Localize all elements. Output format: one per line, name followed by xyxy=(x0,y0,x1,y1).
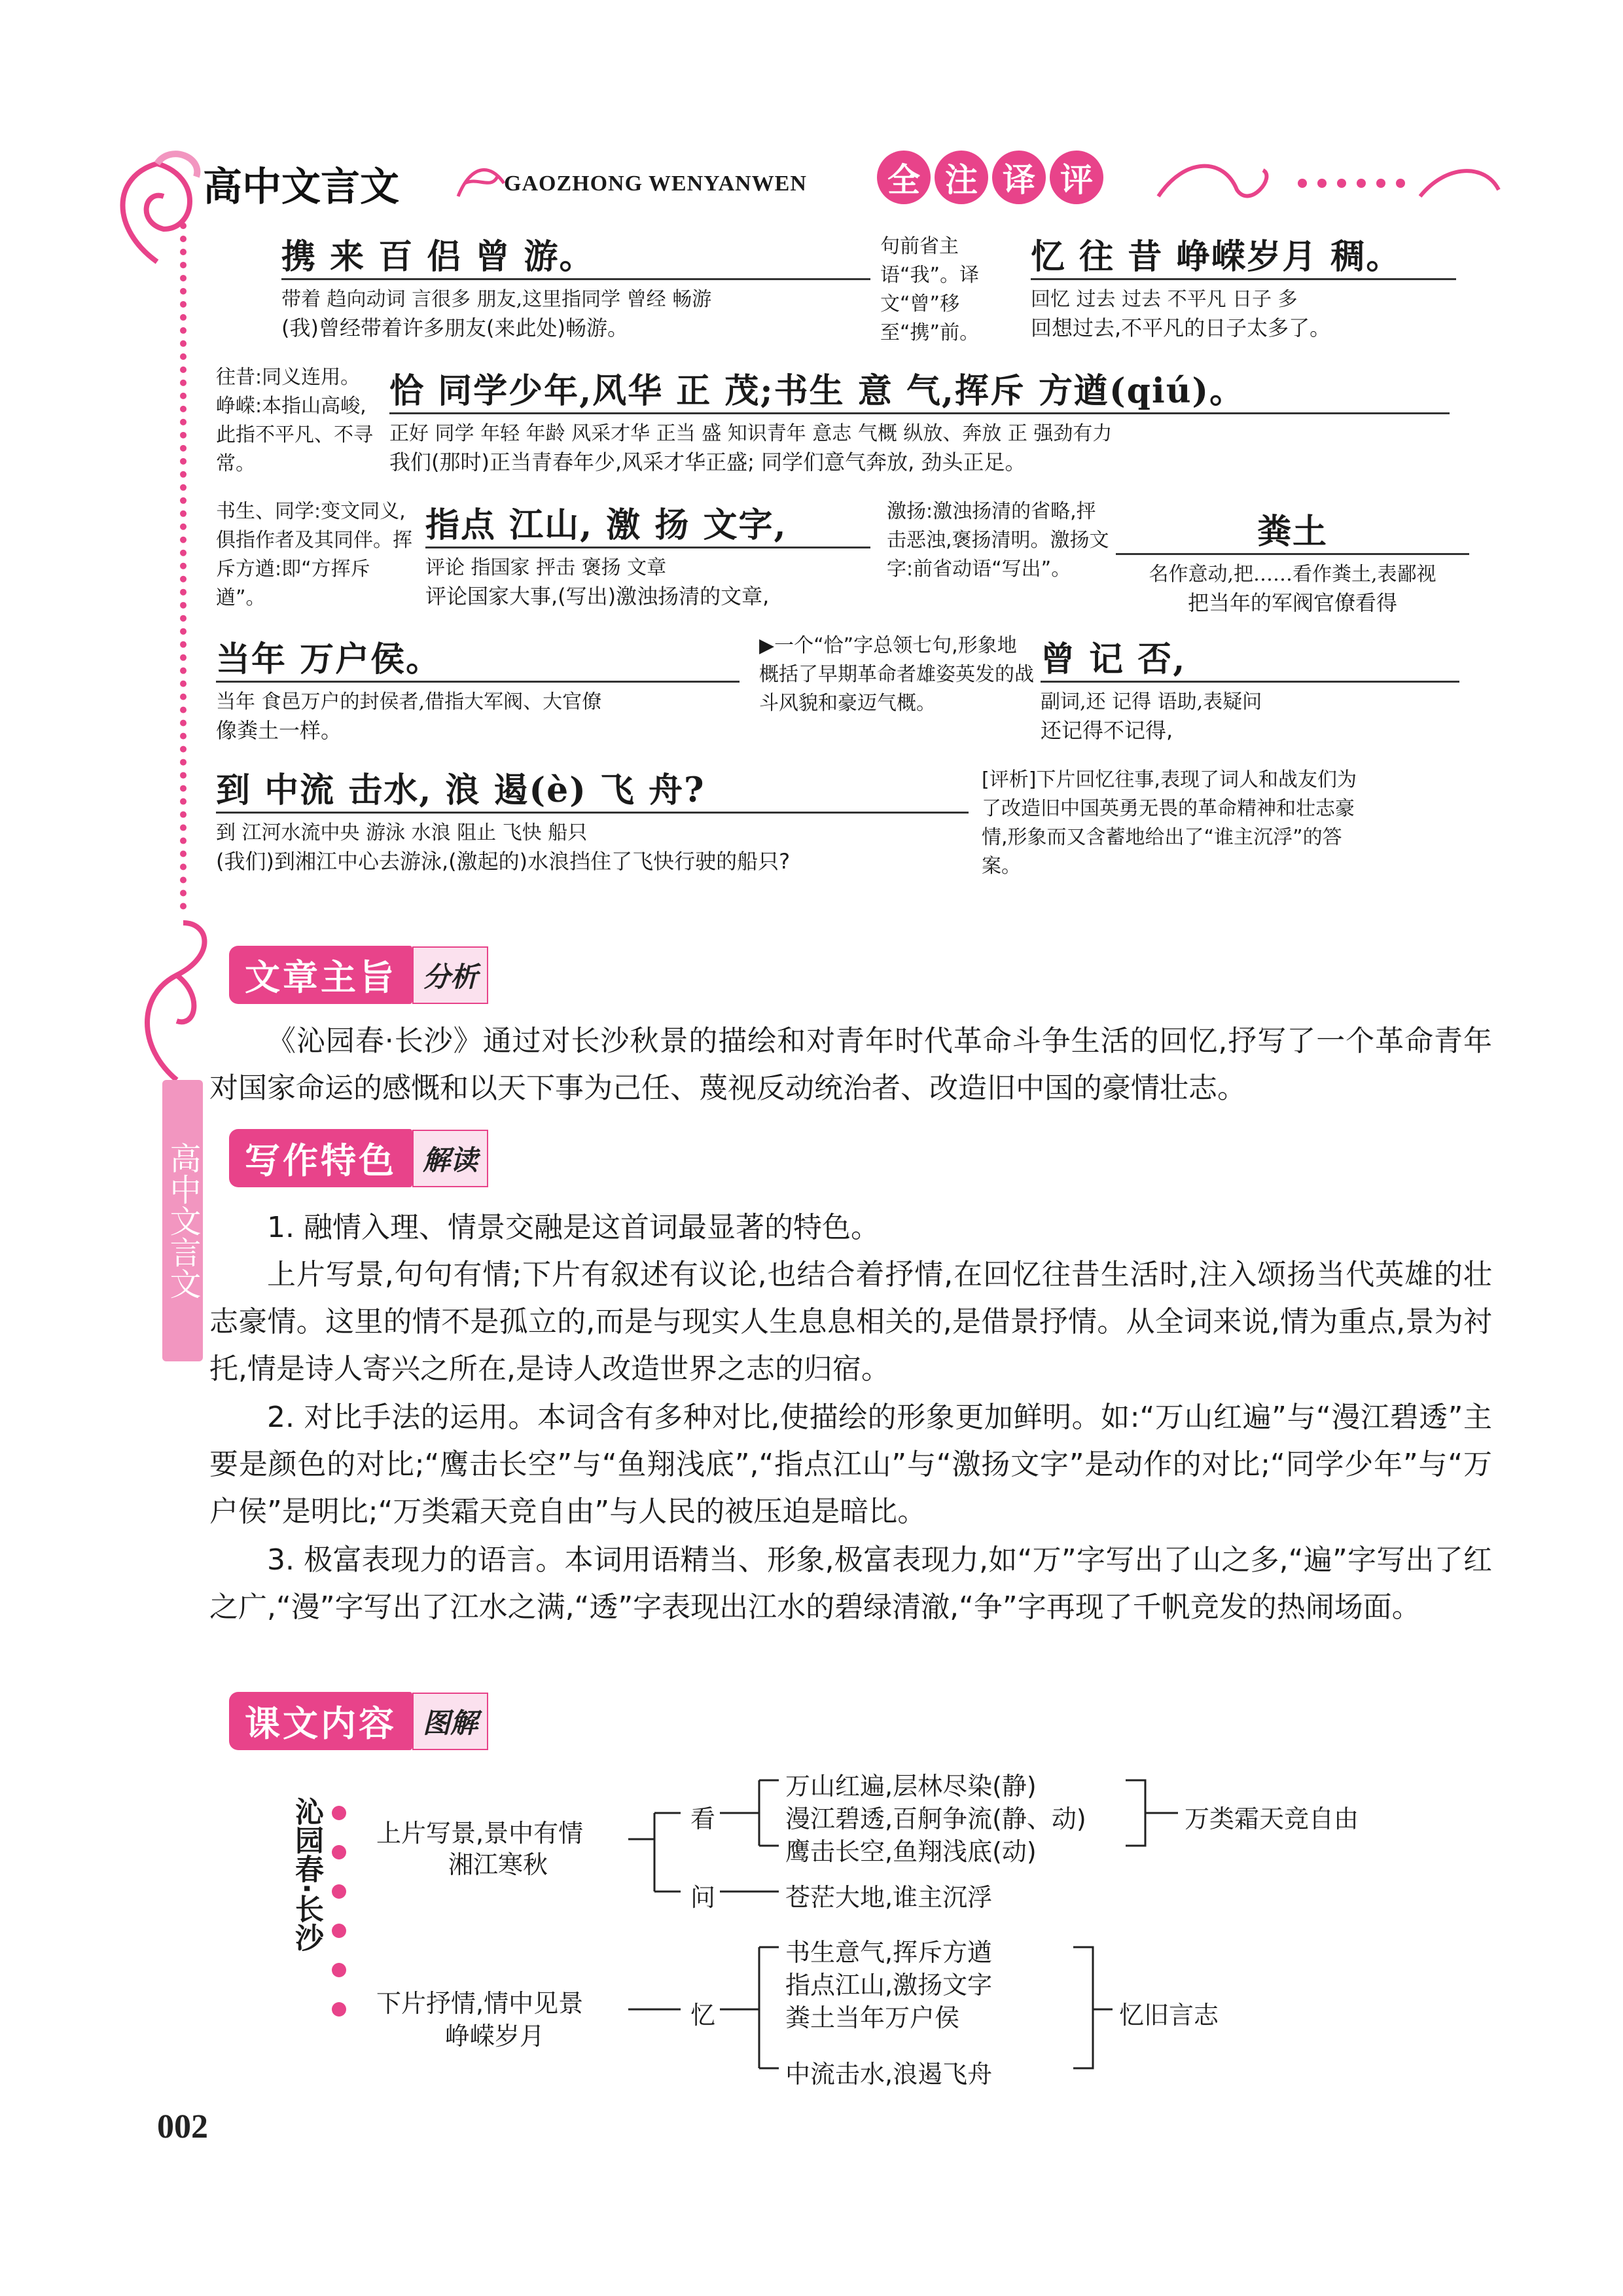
side-tab: 高中文言文 xyxy=(162,1080,203,1361)
row3-trans2: 把当年的军阀官僚看得 xyxy=(1187,590,1397,615)
page-header xyxy=(203,151,1512,223)
row4-trans2: 还记得不记得, xyxy=(1041,718,1173,743)
row3-verse: 指点 江山, 激 扬 文字, xyxy=(425,505,787,545)
row3-main xyxy=(425,497,870,610)
ornament-right-icon xyxy=(1145,151,1512,216)
badge-2: 注 xyxy=(935,151,988,204)
ornament-icon xyxy=(452,157,510,209)
badge-group xyxy=(877,151,1103,204)
book-pinyin: GAOZHONG WENYANWEN xyxy=(504,171,807,196)
section-content-title xyxy=(229,1692,488,1750)
diagram-yi: 忆 xyxy=(690,2001,716,2030)
diagram-kan: 看 xyxy=(690,1804,716,1833)
features-p2: 上片写景,句句有情;下片有叙述有议论,也结合着抒情,在回忆往昔生活时,注入颂扬当代英雄的壮志豪情。这里的情不是孤立的,而是与现实人生息息相关的,是借景抒情。从全词来说,情为重点,景为衬托,情是诗人寄兴之所在,是诗人改造世界之志的归宿。 xyxy=(209,1258,1492,1386)
row1-note: 句前省主语“我”。译文“曾”移至“携”前。 xyxy=(880,235,980,344)
row2-gloss: 正好 同学 年轻 年龄 风采才华 正当 盛 知识青年 意志 气概 纵放、奔放 正 强劲有力 xyxy=(389,412,1450,446)
row5-trans: (我们)到湘江中心去游泳,(激起的)水浪挡住了飞快行驶的船只? xyxy=(216,849,791,874)
row4-gloss: 当年 食邑万户的封侯者,借指大军阀、大官僚 xyxy=(216,681,740,714)
section-summary-main: 文章主旨 xyxy=(229,946,412,1004)
row1-trans2: 回想过去,不平凡的日子太多了。 xyxy=(1031,315,1331,340)
diagram-kan-1: 万山红遍,层林尽染(静) xyxy=(785,1772,1037,1801)
page-number: 002 xyxy=(157,2108,208,2145)
content-diagram xyxy=(262,1761,1505,2101)
row2-note: 往昔:同义连用。峥嵘:本指山高峻,此指不平凡、不寻常。 xyxy=(216,366,373,475)
diagram-upper-sub: 湘江寒秋 xyxy=(448,1850,548,1879)
row1-right xyxy=(1031,229,1456,342)
row1-trans: (我)曾经带着许多朋友(来此处)畅游。 xyxy=(281,315,628,340)
section-features-title xyxy=(229,1129,488,1187)
row4-gloss2: 副词,还 记得 语助,表疑问 xyxy=(1041,681,1459,714)
row2-verse: 恰 同学少年,风华 正 茂;书生 意 气,挥斥 方遒(qiú)。 xyxy=(389,371,1245,411)
row4-verse: 当年 万户侯。 xyxy=(216,639,442,679)
row2-trans: 我们(那时)正当青春年少,风采才华正盛; 同学们意气奔放, 劲头正足。 xyxy=(389,450,1026,475)
row4-left xyxy=(216,632,740,744)
diagram-wen: 问 xyxy=(690,1883,716,1912)
diagram-kan-2: 漫江碧透,百舸争流(静、动) xyxy=(785,1804,1086,1833)
row4-verse2: 曾 记 否, xyxy=(1041,639,1186,679)
row3-note2: 激扬:激浊扬清的省略,抨击恶浊,褒扬清明。激扬文字:前省动语“写出”。 xyxy=(887,500,1109,581)
row4-right xyxy=(1041,632,1459,744)
features-p3: 2. 对比手法的运用。本词含有多种对比,使描绘的形象更加鲜明。如:“万山红遍”与“漫江碧透”主要是颜色的对比;“鹰击长空”与“鱼翔浅底”,“指点江山”与“激扬文字”是动作的对比;“同学少年”与“万户侯”是明比;“万类霜天竞自由”与人民的被压迫是暗比。 xyxy=(209,1401,1492,1528)
features-p1: 1. 融情入理、情景交融是这首词最显著的特色。 xyxy=(267,1211,880,1244)
diagram-lower-sub: 峥嵘岁月 xyxy=(445,2022,545,2051)
row4-note: ▶一个“恰”字总领七句,形象地概括了早期革命者雄姿英发的战斗风貌和豪迈气概。 xyxy=(759,634,1034,715)
diagram-yi-1: 书生意气,挥斥方遒 xyxy=(785,1938,993,1967)
side-ornament-icon xyxy=(131,916,216,1086)
section-content-sub: 图解 xyxy=(412,1693,488,1750)
book-title: 高中文言文 xyxy=(203,164,399,210)
diagram-yi-3: 粪土当年万户侯 xyxy=(785,2003,960,2032)
diagram-kan-3: 鹰击长空,鱼翔浅底(动) xyxy=(785,1837,1037,1866)
row1-verse2: 忆 往 昔 峥嵘岁月 稠。 xyxy=(1031,237,1402,277)
row3-gloss2: 名作意动,把……看作粪土,表鄙视 xyxy=(1116,553,1469,586)
diagram-yi-2: 指点江山,激扬文字 xyxy=(785,1971,993,2000)
badge-3: 译 xyxy=(992,151,1046,204)
section-summary-title xyxy=(229,946,488,1004)
row1-left xyxy=(281,229,870,342)
row2-main xyxy=(389,363,1450,476)
badge-1: 全 xyxy=(877,151,931,204)
row3-right xyxy=(1116,504,1469,617)
row3-note: 书生、同学:变文同义,俱指作者及其同伴。挥斥方遒:即“方挥斥遒”。 xyxy=(216,500,412,609)
diagram-kan-result: 万类霜天竞自由 xyxy=(1185,1804,1359,1833)
corner-ornament-icon xyxy=(98,151,216,268)
section-features-main: 写作特色 xyxy=(229,1129,412,1187)
diagram-root: 沁园春·长沙 xyxy=(290,1797,323,1952)
section-features-sub: 解读 xyxy=(412,1130,488,1187)
row5-note: [评析]下片回忆往事,表现了词人和战友们为了改造旧中国英勇无畏的革命精神和壮志豪情,形象而又含蓄地给出了“谁主沉浮”的答案。 xyxy=(982,768,1357,878)
diagram-lower: 下片抒情,情中见景 xyxy=(376,1989,584,2018)
row1-gloss: 带着 趋向动词 言很多 朋友,这里指同学 曾经 畅游 xyxy=(281,278,870,312)
row5-left xyxy=(216,762,969,875)
row1-verse: 携 来 百 侣 曾 游。 xyxy=(281,237,595,277)
side-dotted-line xyxy=(180,223,194,910)
diagram-wen-item: 苍茫大地,谁主沉浮 xyxy=(785,1883,993,1912)
row5-gloss: 到 江河水流中央 游泳 水浪 阻止 飞快 船只 xyxy=(216,812,969,845)
row3-verse2: 粪土 xyxy=(1257,512,1328,552)
badge-4: 评 xyxy=(1050,151,1103,204)
summary-text: 《沁园春·长沙》通过对长沙秋景的描绘和对青年时代革命斗争生活的回忆,抒写了一个革命青年对国家命运的感慨和以天下事为己任、蔑视反动统治者、改造旧中国的豪情壮志。 xyxy=(209,1024,1492,1105)
section-summary-sub: 分析 xyxy=(412,946,488,1004)
diagram-yi-4: 中流击水,浪遏飞舟 xyxy=(785,2060,993,2089)
row3-trans: 评论国家大事,(写出)激浊扬清的文章, xyxy=(425,584,770,609)
row4-trans: 像粪土一样。 xyxy=(216,718,342,743)
diagram-yi-result: 忆旧言志 xyxy=(1119,2001,1219,2030)
row1-gloss2: 回忆 过去 过去 不平凡 日子 多 xyxy=(1031,278,1456,312)
section-content-main: 课文内容 xyxy=(229,1692,412,1750)
features-p4: 3. 极富表现力的语言。本词用语精当、形象,极富表现力,如“万”字写出了山之多,“遍”字写出了红之广,“漫”字写出了江水之满,“透”字表现出江水的碧绿清澈,“争”字再现了千帆竞发的热闹场面。 xyxy=(209,1543,1492,1624)
row3-gloss: 评论 指国家 抨击 褒扬 文章 xyxy=(425,547,870,580)
diagram-upper: 上片写景,景中有情 xyxy=(376,1819,584,1848)
row5-verse: 到 中流 击水, 浪 遏(è) 飞 舟? xyxy=(216,770,705,810)
